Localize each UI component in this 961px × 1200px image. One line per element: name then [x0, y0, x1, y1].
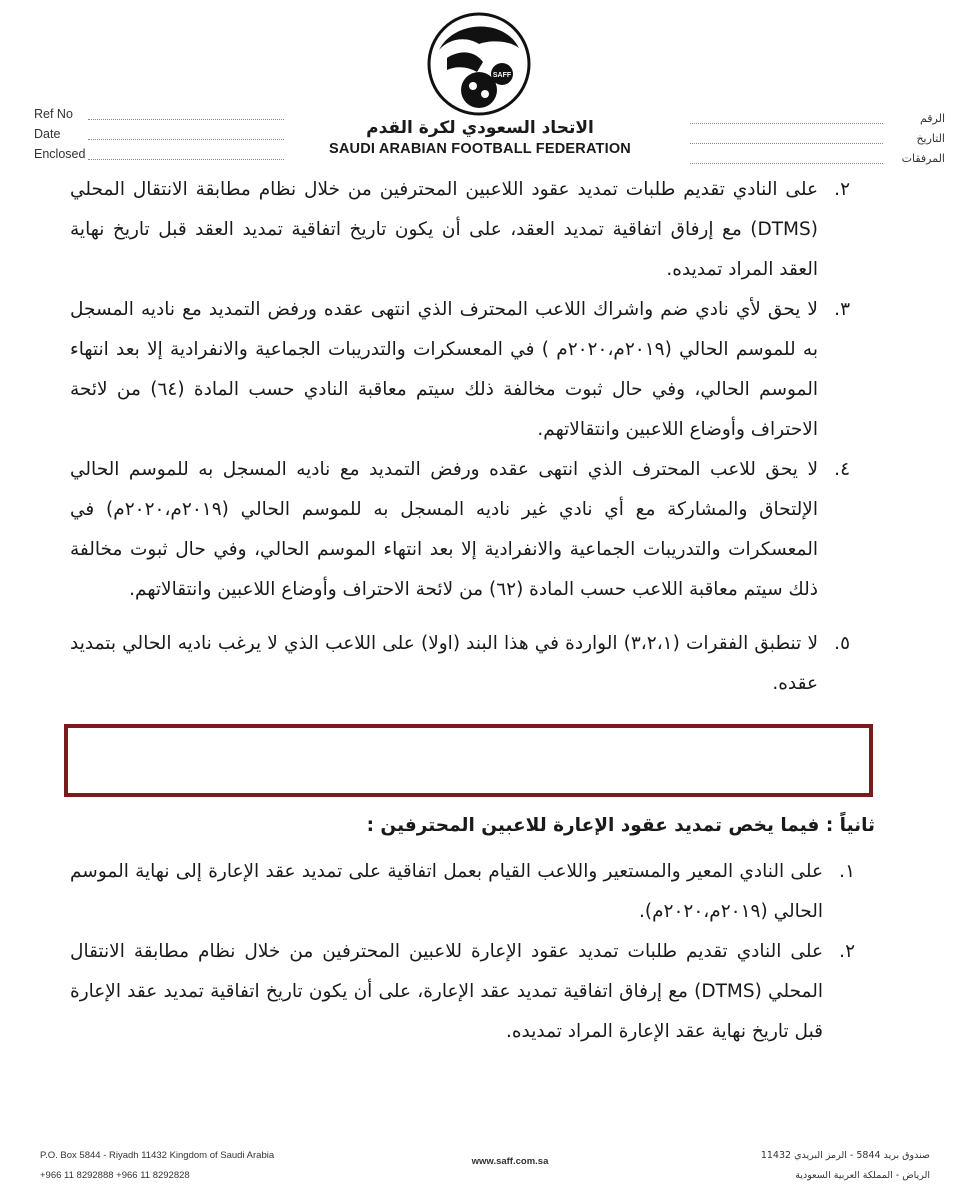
date-field	[34, 124, 284, 144]
date-line-ar	[690, 133, 883, 144]
enclosed-field	[34, 144, 284, 164]
ref-no-field-ar	[690, 108, 945, 128]
list-item	[70, 290, 850, 450]
item-number: ٣.	[834, 299, 850, 320]
list-item	[70, 450, 850, 610]
item-number: ٢.	[834, 179, 850, 200]
list-item	[70, 932, 855, 1052]
enclosed-field-ar	[690, 148, 945, 168]
saff-logo-icon	[419, 10, 539, 118]
enclosed-label-ar: المرفقات	[901, 151, 945, 165]
section-one-list	[70, 170, 850, 704]
ref-no-line-ar	[690, 113, 883, 124]
meta-fields-ar	[690, 108, 945, 168]
footer-address-ar	[700, 1146, 930, 1186]
item-text: لا يحق للاعب المحترف الذي انتهى عقده ورفض التمديد مع ناديه المسجل به للموسم الحالي الإلتحاق والمشاركة مع أي نادي غير ناديه المسجل به للموسم الحالي (٢٠١٩م،٢٠٢٠م) في المعسكرات والتدريبات الجماعية والانفرادية إلا بعد انتهاء الموسم الحالي، وفي حال ثبوت مخالفة ذلك سيتم معاقبة اللاعب حسب المادة (٦٢) من لائحة الاحتراف وأوضاع اللاعبين وانتقالاتهم.	[70, 459, 818, 600]
item-number: ١.	[839, 861, 855, 882]
enclosed-line-ar	[690, 153, 883, 164]
ref-no-line	[88, 109, 284, 120]
list-item	[70, 852, 855, 932]
highlight-box	[64, 724, 873, 797]
logo-text: SAFF	[492, 72, 512, 79]
footer-po-box: P.O. Box 5844 - Riyadh 11432 Kingdom of Saudi Arabia	[40, 1150, 275, 1161]
ref-no-label: Ref No	[34, 107, 73, 121]
section-two-title: ثانياً : فيما يخص تمديد عقود الإعارة للاعبين المحترفين :	[366, 815, 875, 836]
footer-website: www.saff.com.sa	[471, 1156, 549, 1167]
date-label-ar: التاريخ	[916, 131, 945, 145]
item-number: ٥.	[834, 633, 850, 654]
item-number: ٢.	[839, 941, 855, 962]
meta-fields-en	[34, 104, 284, 164]
footer-phones: +966 11 8292888 +966 11 8292828	[40, 1170, 190, 1181]
saff-logo	[419, 10, 539, 118]
date-label: Date	[34, 127, 61, 141]
item-text: على النادي المعير والمستعير واللاعب القيام بعمل اتفاقية على تمديد عقد الإعارة إلى نهاية الموسم الحالي (٢٠١٩م،٢٠٢٠م).	[70, 861, 823, 922]
org-name-arabic: الاتحاد السعودي لكرة القدم	[366, 118, 594, 138]
list-item-highlighted	[70, 624, 850, 704]
ref-no-label-ar: الرقم	[919, 111, 945, 125]
item-text: لا تنطبق الفقرات (٣،٢،١) الواردة في هذا البند (اولا) على اللاعب الذي لا يرغب ناديه الحالي بتمديد عقده.	[70, 633, 818, 694]
section-two	[70, 806, 875, 1052]
enclosed-line	[88, 149, 284, 160]
item-number: ٤.	[834, 459, 850, 480]
footer-city-ar: الرياض - المملكة العربية السعودية	[795, 1170, 930, 1181]
ref-no-field	[34, 104, 284, 124]
footer-address-en	[40, 1146, 274, 1186]
date-line	[88, 129, 284, 140]
item-text: على النادي تقديم طلبات تمديد عقود اللاعبين المحترفين من خلال نظام مطابقة الانتقال المحلي (DTMS) مع إرفاق اتفاقية تمديد العقد، على أن يكون تاريخ اتفاقية تمديد العقد قبل تاريخ نهاية العقد المراد تمديده.	[70, 179, 818, 280]
enclosed-label: Enclosed	[34, 147, 86, 161]
date-field-ar	[690, 128, 945, 148]
item-text: على النادي تقديم طلبات تمديد عقود الإعارة للاعبين المحترفين من خلال نظام مطابقة الانتقال المحلي (DTMS) مع إرفاق اتفاقية تمديد عقد الإعارة، على أن يكون تاريخ اتفاقية تمديد عقد الإعارة قبل تاريخ نهاية عقد الإعارة المراد تمديده.	[70, 941, 823, 1042]
org-name-english: SAUDI ARABIAN FOOTBALL FEDERATION	[329, 141, 631, 157]
list-item	[70, 170, 850, 290]
item-text: لا يحق لأي نادي ضم واشراك اللاعب المحترف الذي انتهى عقده ورفض التمديد مع ناديه المسجل به للموسم الحالي (٢٠١٩م،٢٠٢٠م ) في المعسكرات والتدريبات الجماعية والانفرادية إلا بعد انتهاء الموسم الحالي، وفي حال ثبوت مخالفة ذلك سيتم معاقبة النادي حسب المادة (٦٤) من لائحة الاحتراف وأوضاع اللاعبين وانتقالاتهم.	[70, 299, 819, 440]
footer-po-box-ar: صندوق بريد 5844 - الرمز البريدي 11432	[760, 1150, 930, 1161]
